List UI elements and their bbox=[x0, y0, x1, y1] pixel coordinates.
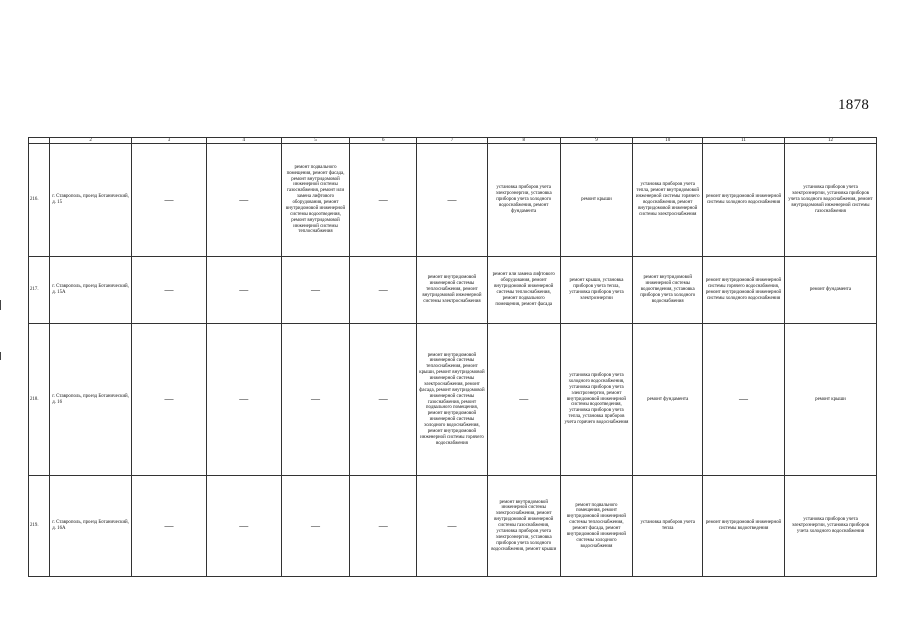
dash-cell bbox=[206, 476, 281, 577]
column-header: 4 bbox=[206, 138, 281, 144]
dash-cell bbox=[206, 324, 281, 476]
work-cell: установка приборов учета электроэнергии, установка приборов учета холодного водоснабжения, ремонт фундамента bbox=[487, 144, 560, 257]
dash-mark: — bbox=[164, 394, 174, 405]
dash-mark: — bbox=[164, 520, 174, 531]
dash-mark: — bbox=[164, 194, 174, 205]
repair-schedule-table bbox=[28, 137, 877, 577]
row-number: 217. bbox=[29, 257, 50, 324]
dash-mark: — bbox=[739, 394, 748, 405]
scan-edge-mark bbox=[0, 300, 1, 310]
column-header: 11 bbox=[703, 138, 785, 144]
work-cell: установка приборов учета тепла, ремонт внутридомовой инженерной системы горячего водоснабжения, ремонт внутридомовой инженерной системы электроснабжения bbox=[633, 144, 703, 257]
column-header: 2 bbox=[50, 138, 132, 144]
column-header: 5 bbox=[281, 138, 350, 144]
column-header: 10 bbox=[633, 138, 703, 144]
work-cell: ремонт крыши bbox=[560, 144, 633, 257]
column-header: 7 bbox=[417, 138, 488, 144]
column-header: 8 bbox=[487, 138, 560, 144]
dash-cell bbox=[206, 144, 281, 257]
dash-cell bbox=[206, 257, 281, 324]
dash-mark: — bbox=[447, 520, 457, 531]
scan-edge-mark bbox=[0, 352, 1, 360]
dash-mark: — bbox=[311, 394, 320, 405]
work-cell: ремонт внутридомовой инженерной системы теплоснабжения, ремонт крыши, ремонт внутридомовой инженерной системы электроснабжения, ремонт фасада, ремонт внутридомовой инженерной системы газоснабжения, ремонт подвального помещения, ремонт внутридомовой инженерной системы холодного водоснабжения, ремонт внутридомовой инженерной системы горячего водоснабжения bbox=[417, 324, 488, 476]
dash-cell bbox=[281, 476, 350, 577]
dash-cell bbox=[132, 476, 207, 577]
work-cell: ремонт внутридомовой инженерной системы горячего водоснабжения, ремонт внутридомовой инженерной системы холодного водоснабжения bbox=[703, 257, 785, 324]
address-cell: г. Ставрополь, проезд Ботанический, д. 16 bbox=[50, 324, 132, 476]
work-cell: ремонт подвального помещения, ремонт внутридомовой инженерной системы теплоснабжения, ремонт фасада, ремонт внутридомовой инженерной системы холодного водоснабжения bbox=[560, 476, 633, 577]
dash-mark: — bbox=[239, 520, 249, 531]
work-cell: ремонт внутридомовой инженерной системы электроснабжения, ремонт внутридомовой инженерной системы газоснабжения, установка приборов учета электроэнергии, установка приборов учета холодного водоснабжения, ремонт крыши bbox=[487, 476, 560, 577]
column-header: 9 bbox=[560, 138, 633, 144]
table-row bbox=[29, 324, 877, 476]
dash-mark: — bbox=[239, 194, 249, 205]
dash-mark: — bbox=[378, 520, 388, 531]
dash-cell bbox=[350, 144, 417, 257]
address-cell: г. Ставрополь, проезд Ботанический, д. 16А bbox=[50, 476, 132, 577]
work-cell: ремонт внутридомовой инженерной системы холодного водоснабжения bbox=[703, 144, 785, 257]
work-cell: ремонт внутридомовой инженерной системы теплоснабжения, ремонт внутридомовой инженерной системы электроснабжения bbox=[417, 257, 488, 324]
dash-cell bbox=[281, 257, 350, 324]
work-cell: ремонт крыши bbox=[784, 324, 876, 476]
dash-mark: — bbox=[311, 520, 320, 531]
dash-cell bbox=[132, 324, 207, 476]
dash-mark: — bbox=[239, 394, 249, 405]
dash-cell bbox=[132, 144, 207, 257]
dash-cell bbox=[350, 476, 417, 577]
row-number: 218. bbox=[29, 324, 50, 476]
work-cell: установка приборов учета холодного водоснабжения, установка приборов учета электроэнергии, ремонт внутридомовой инженерной системы водоотведения, установка приборов учета тепла, установка приборов учета горячего водоснабжения bbox=[560, 324, 633, 476]
row-number: 216. bbox=[29, 144, 50, 257]
work-cell: ремонт подвального помещения, ремонт фасада, ремонт внутридомовой инженерной системы газоснабжения, ремонт или замена лифтового оборудования, ремонт внутридомовой инженерной системы водоотведения, ремонт внутридомовой инженерной системы теплоснабжения bbox=[281, 144, 350, 257]
schedule-table-container bbox=[28, 137, 877, 577]
dash-mark: — bbox=[239, 284, 249, 295]
work-cell: ремонт фундамента bbox=[633, 324, 703, 476]
dash-cell bbox=[281, 324, 350, 476]
dash-cell bbox=[703, 324, 785, 476]
dash-mark: — bbox=[164, 284, 174, 295]
work-cell: установка приборов учета электроэнергии, установка приборов учета холодного водоснабжения, ремонт внутридомовой инженерной системы газоснабжения bbox=[784, 144, 876, 257]
table-row bbox=[29, 476, 877, 577]
address-cell: г. Ставрополь, проезд Ботанический, д. 15А bbox=[50, 257, 132, 324]
dash-mark: — bbox=[447, 194, 457, 205]
dash-mark: — bbox=[378, 394, 388, 405]
work-cell: установка приборов учета электроэнергии, установка приборов учета холодного водоснабжения bbox=[784, 476, 876, 577]
dash-mark: — bbox=[378, 284, 388, 295]
dash-cell bbox=[350, 257, 417, 324]
dash-mark: — bbox=[311, 284, 320, 295]
row-number: 219. bbox=[29, 476, 50, 577]
work-cell: ремонт крыши, установка приборов учета тепла, установка приборов учета электроэнергии bbox=[560, 257, 633, 324]
work-cell: установка приборов учета тепла bbox=[633, 476, 703, 577]
address-cell: г. Ставрополь, проезд Ботанический, д. 15 bbox=[50, 144, 132, 257]
work-cell: ремонт фундамента bbox=[784, 257, 876, 324]
dash-mark: — bbox=[519, 394, 529, 405]
table-row bbox=[29, 144, 877, 257]
column-header: 12 bbox=[784, 138, 876, 144]
dash-cell bbox=[417, 144, 488, 257]
dash-mark: — bbox=[378, 194, 388, 205]
work-cell: ремонт внутридомовой инженерной системы водоотведения, установка приборов учета холодного водоснабжения bbox=[633, 257, 703, 324]
column-header: 6 bbox=[350, 138, 417, 144]
dash-cell bbox=[417, 476, 488, 577]
dash-cell bbox=[350, 324, 417, 476]
page-number: 1878 bbox=[838, 97, 870, 113]
work-cell: ремонт или замена лифтового оборудования, ремонт внутридомовой инженерной системы теплоснабжения, ремонт подвального помещения, ремонт фасада bbox=[487, 257, 560, 324]
table-row bbox=[29, 257, 877, 324]
column-header: 3 bbox=[132, 138, 207, 144]
dash-cell bbox=[132, 257, 207, 324]
work-cell: ремонт внутридомовой инженерной системы водоотведения bbox=[703, 476, 785, 577]
dash-cell bbox=[487, 324, 560, 476]
